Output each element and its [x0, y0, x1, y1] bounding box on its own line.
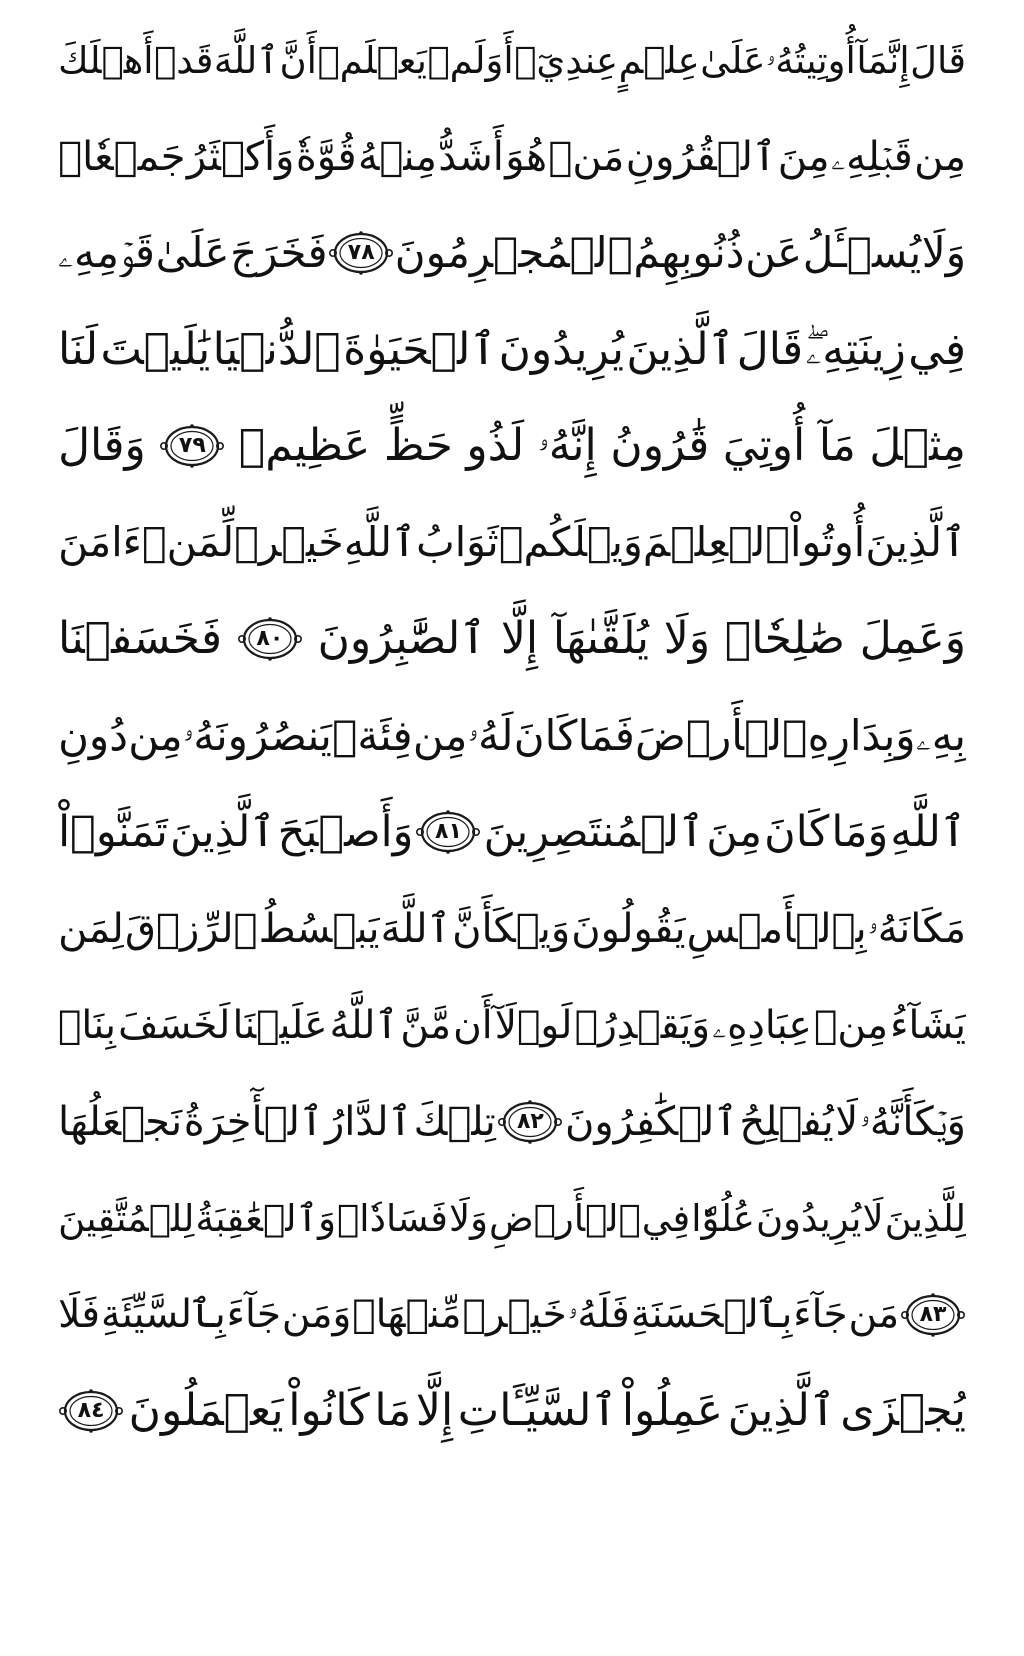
quran-word: أَوَلَمۡ	[427, 38, 514, 82]
quran-word: ٱلۡأَرۡضَ	[635, 710, 808, 760]
text-line	[58, 881, 966, 978]
ayah-number: ٧٩	[178, 433, 206, 459]
quran-word: أُوتِيتُهُۥ	[765, 38, 856, 82]
quran-word: كَانَ	[764, 806, 830, 857]
quran-word: هُوَ	[505, 133, 548, 180]
quran-word: دُونِ	[58, 710, 128, 760]
quran-word: مَّنَّ	[400, 1002, 451, 1048]
quran-word: تَمَنَّوۡاْ	[58, 806, 168, 857]
quran-word: فَلَا	[58, 1292, 101, 1338]
ayah-number: ٨٣	[919, 1301, 947, 1327]
quran-word: أَن	[453, 1002, 493, 1048]
quran-word: حَظٍّ	[383, 420, 453, 472]
quran-word: ءَامَنَ	[58, 518, 142, 567]
quran-word: يَعۡلَمۡ	[317, 38, 427, 82]
quran-word: فِي	[908, 323, 966, 375]
quran-word: مِنَ	[777, 133, 830, 180]
text-line	[58, 591, 966, 688]
text-line	[58, 784, 966, 881]
quran-word: عِبَادِهِۦ	[712, 1002, 812, 1048]
quran-word: فِئَةٖ	[332, 710, 413, 760]
quran-word: يَشَآءُ	[890, 1002, 966, 1048]
quran-word: ذُنُوبِهِمُ	[633, 228, 745, 278]
quran-word: قَبۡلِهِۦ	[830, 133, 913, 180]
quran-word: ٱلۡأٓخِرَةُ	[183, 1098, 324, 1145]
text-line	[58, 1074, 966, 1171]
quran-word: جَآءَ	[793, 1292, 848, 1338]
quran-word: إِنَّهُۥ	[537, 420, 597, 472]
text-line	[58, 495, 966, 592]
quran-word: قَالَ	[910, 38, 966, 82]
quran-word: لَا	[862, 1196, 884, 1240]
quran-word: بِٱلۡحَسَنَةِ	[630, 1292, 793, 1338]
ayah-number-marker	[328, 230, 394, 276]
quran-word: مِنَ	[706, 806, 763, 857]
quran-word: أَهۡلَكَ	[58, 38, 154, 82]
quran-word: يُرِيدُونَ	[498, 323, 625, 375]
ayah-number-marker	[58, 1388, 124, 1434]
quran-word: يَعۡمَلُونَ	[128, 1385, 284, 1437]
quran-word: ٱلسَّيِّـَٔاتِ	[457, 1385, 618, 1437]
quran-word: يُرِيدُونَ	[755, 1196, 862, 1240]
quran-word: ثَوَابُ	[416, 518, 499, 567]
text-line	[58, 688, 966, 785]
text-line	[58, 109, 966, 206]
quran-word: أُوتُواْ	[790, 518, 866, 567]
quran-word: ٱللَّهِ	[890, 806, 966, 857]
text-line	[58, 1267, 966, 1364]
quran-word: تِلۡكَ	[413, 1098, 496, 1145]
quran-word: يُسۡـَٔلُ	[802, 228, 922, 278]
text-line	[58, 1363, 966, 1460]
quran-word: لَهُۥ	[467, 710, 514, 760]
quran-word: ٱلۡأَرۡضِ	[488, 1196, 641, 1240]
quran-word: وَيۡلَكُمۡ	[498, 518, 643, 567]
quran-word: عَلَيۡنَا	[232, 1002, 328, 1048]
quran-word: ٱلرِّزۡقَ	[124, 905, 258, 952]
quran-word: قُوَّةٗ	[295, 133, 357, 180]
quran-word: نَجۡعَلُهَا	[58, 1098, 183, 1145]
text-line	[58, 302, 966, 399]
quran-word: إِنَّمَآ	[856, 38, 910, 82]
quran-word: فَمَا	[577, 710, 635, 760]
quran-word: خَيۡرٞ	[234, 518, 344, 567]
quran-word: قَالَ	[736, 323, 804, 375]
quran-word: ٱلۡمُجۡرِمُونَ	[394, 228, 633, 278]
ayah-number: ٧٨	[347, 240, 375, 266]
quran-word: وَأَكۡثَرُ	[186, 133, 295, 180]
quran-word: مِثۡلَ	[869, 420, 966, 472]
quran-word: ٱللَّهَ	[213, 38, 279, 82]
quran-word: ٱلَّذِينَ	[727, 1385, 836, 1437]
ayah-number-marker	[415, 809, 481, 855]
quran-word: ٱلۡمُنتَصِرِينَ	[483, 806, 705, 857]
quran-word: عِندِيٓۚ	[514, 38, 619, 82]
quran-word: وَيۡكَأَنَّهُۥ	[859, 1098, 966, 1145]
quran-word: ٱلَّذِينَ	[865, 518, 966, 567]
quran-word: أَشَدُّ	[438, 133, 504, 180]
quran-word: وَيَقۡدِرُۖ	[574, 1002, 711, 1048]
quran-word: لِّمَنۡ	[142, 518, 235, 567]
quran-word: وَعَمِلَ	[859, 613, 966, 665]
text-line	[58, 205, 966, 302]
ayah-number: ٨٢	[516, 1108, 544, 1134]
quran-word: كَانَ	[513, 710, 578, 760]
quran-word: مَنۡ	[548, 133, 625, 180]
quran-word: ٱلدَّارُ	[324, 1098, 413, 1145]
quran-word: لَخَسَفَ	[118, 1002, 231, 1048]
ayah-number-marker	[497, 1099, 563, 1145]
quran-word: ٱللَّهِ	[343, 518, 416, 567]
quran-word: خَيۡرٞ	[462, 1292, 567, 1338]
text-line	[58, 12, 966, 109]
quran-word: زِينَتِهِۦۖ	[805, 323, 906, 375]
quran-word: لَوۡلَآ	[494, 1002, 573, 1048]
quran-word: يُلَقَّىٰهَآ	[552, 613, 649, 665]
quran-word: لَنَا	[58, 323, 99, 375]
quran-word: يُجۡزَى	[840, 1385, 966, 1437]
quran-word: مِّنۡهَاۖ	[352, 1292, 462, 1338]
quran-word: فِي	[641, 1196, 691, 1240]
quran-word: مِنۡهُ	[357, 133, 437, 180]
quran-word: ٱلَّذِينَ	[169, 806, 276, 857]
quran-word: يَنصُرُونَهُۥ	[182, 710, 332, 760]
quran-word: وَمَن	[281, 1292, 352, 1338]
ayah-number: ٨١	[435, 819, 462, 845]
quran-word: بِٱلسَّيِّئَةِ	[100, 1292, 226, 1338]
quran-word: لَذُو	[466, 420, 525, 472]
quran-word: ٱللَّهُ	[329, 1002, 399, 1048]
quran-word: لَا	[835, 1098, 859, 1145]
quran-word: عَلَىٰ	[700, 38, 766, 82]
quran-word: عِلۡمٍ	[618, 38, 700, 82]
ayah-number: ٨٠	[256, 626, 284, 652]
quran-word: عَمِلُواْ	[621, 1385, 724, 1437]
quran-word: جَآءَ	[226, 1292, 282, 1338]
quran-word: أَنَّ	[279, 38, 317, 82]
quran-word: مَآ	[818, 420, 856, 472]
quran-word: عَلَىٰ	[155, 228, 230, 278]
quran-word: يَبۡسُطُ	[258, 905, 380, 952]
quran-word: ٱللَّهَ	[380, 905, 451, 952]
quran-word: فَلَهُۥ	[567, 1292, 630, 1338]
quran-word: ٱلۡحَيَوٰةَ	[343, 323, 497, 375]
quran-word: وَلَا	[663, 613, 711, 665]
quran-word: مَكَانَهُۥ	[867, 905, 966, 952]
quran-word: وَلَا	[448, 1196, 488, 1240]
text-line	[58, 977, 966, 1074]
quran-word: وَأَصۡبَحَ	[277, 806, 414, 857]
quran-word: عَن	[745, 228, 803, 278]
quran-word: فَسَادٗاۚ	[337, 1196, 448, 1240]
quran-word: إِلَّا	[500, 613, 539, 665]
quran-word: بِٱلۡأَمۡسِ	[686, 905, 867, 952]
quran-word: ٱلصَّٰبِرُونَ	[317, 613, 487, 665]
ayah-number-marker	[159, 423, 225, 469]
quran-word: بِهِۦ	[915, 710, 966, 760]
quran-word: قَوۡمِهِۦ	[58, 228, 156, 278]
quran-word: فَخَرَجَ	[230, 228, 328, 278]
quran-word: بِنَاۖ	[58, 1002, 116, 1048]
quran-word: وَمَا	[831, 806, 889, 857]
quran-word: مِنۡ	[813, 1002, 888, 1048]
ayah-number-marker	[900, 1292, 966, 1338]
quran-word: فَخَسَفۡنَا	[58, 613, 223, 665]
quran-word: مِن	[412, 710, 468, 760]
quran-word: وَٱلۡعَٰقِبَةُ	[195, 1196, 337, 1240]
quran-word: وَقَالَ	[58, 420, 146, 472]
quran-word: ٱلدُّنۡيَا	[212, 323, 341, 375]
quran-word: ٱلَّذِينَ	[626, 323, 735, 375]
quran-word: عُلُوّٗا	[691, 1196, 755, 1240]
quran-word: يَقُولُونَ	[571, 905, 686, 952]
text-line	[58, 398, 966, 495]
text-line	[58, 1170, 966, 1267]
quran-word: قَٰرُونُ	[610, 420, 710, 472]
ayah-number: ٨٤	[77, 1398, 105, 1424]
quran-word: مَن	[848, 1292, 900, 1338]
quran-word: وَلَا	[921, 228, 966, 278]
quran-word: ٱلۡعِلۡمَ	[642, 518, 790, 567]
quran-word: يَٰلَيۡتَ	[100, 323, 211, 375]
quran-word: لِلۡمُتَّقِينَ	[58, 1196, 195, 1240]
quran-word: قَدۡ	[154, 38, 214, 82]
quran-word: مِن	[914, 133, 966, 180]
quran-word: يُفۡلِحُ	[739, 1098, 834, 1145]
quran-word: صَٰلِحٗاۚ	[724, 613, 845, 665]
quran-word: عَظِيمٖ	[238, 420, 371, 472]
quran-word: أُوتِيَ	[722, 420, 806, 472]
quran-word: إِلَّا	[415, 1385, 454, 1437]
quran-word: وَيۡكَأَنَّ	[452, 905, 571, 952]
ayah-number-marker	[237, 616, 303, 662]
quran-word: وَبِدَارِهِ	[807, 710, 916, 760]
quran-word: كَانُواْ	[288, 1385, 370, 1437]
quran-word: لِمَن	[58, 905, 124, 952]
quran-word: جَمۡعٗاۚ	[58, 133, 186, 180]
quran-word: ٱلۡكَٰفِرُونَ	[564, 1098, 738, 1145]
quran-word: مِن	[128, 710, 183, 760]
quran-word: لِلَّذِينَ	[884, 1196, 966, 1240]
quran-word: ٱلۡقُرُونِ	[625, 133, 777, 180]
quran-word: مَا	[374, 1385, 412, 1437]
